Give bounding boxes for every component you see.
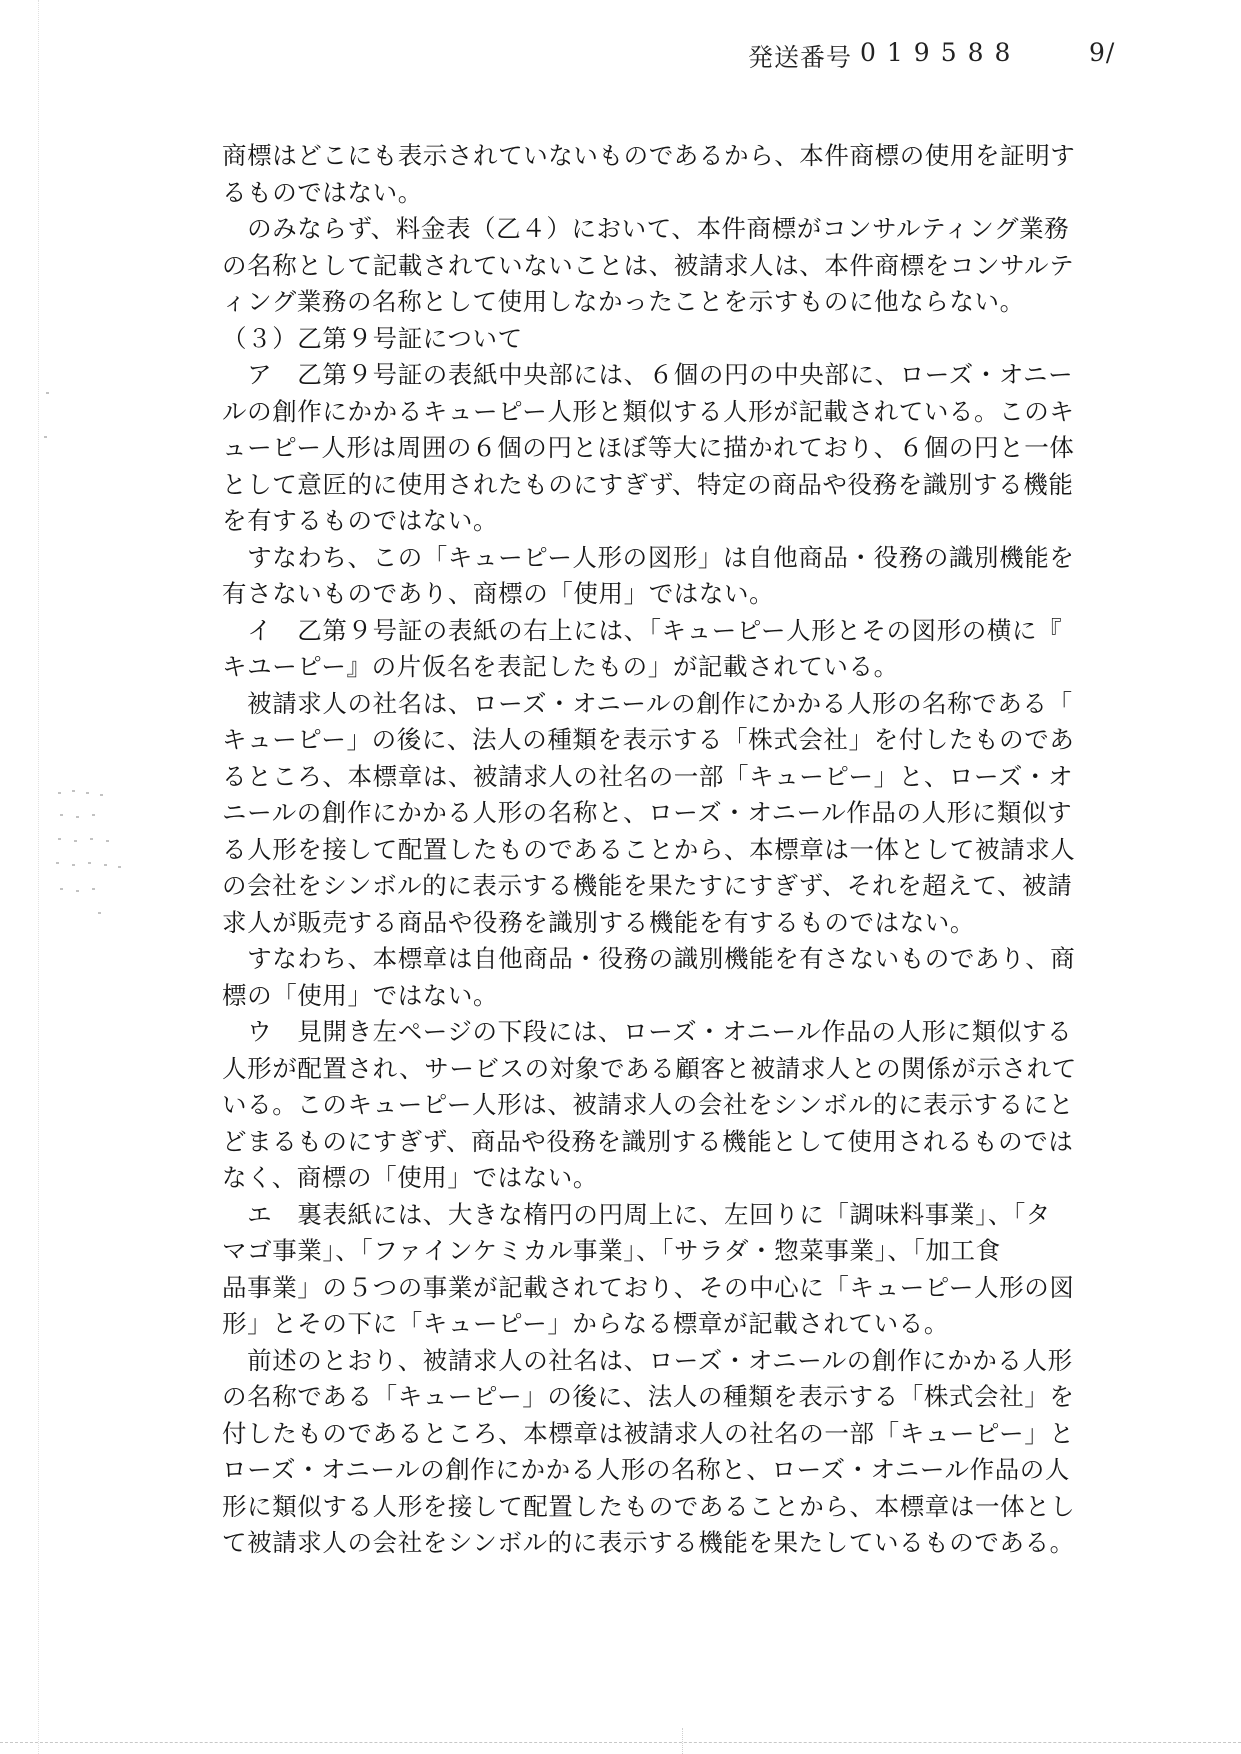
text-line: ィング業務の名称として使用しなかったことを示すものに他ならない。 [222, 287, 1025, 316]
text-line: 形」とその下に「キューピー」からなる標章が記載されている。 [222, 1309, 949, 1338]
text-line: ニールの創作にかかる人形の名称と、ローズ・オニール作品の人形に類似す [222, 798, 1073, 827]
text-line: キユーピー』の片仮名を表記したもの」が記載されている。 [222, 652, 899, 681]
text-line: ア 乙第９号証の表紙中央部には、６個の円の中央部に、ローズ・オニー [222, 360, 1074, 389]
text-line: 形に類似する人形を接して配置したものであることから、本標章は一体とし [222, 1491, 1076, 1521]
text-line: て被請求人の会社をシンボル的に表示する機能を果たしているものである。 [222, 1528, 1075, 1557]
text-line: マゴ事業」、「ファインケミカル事業」、「サラダ・惣菜事業」、「加工食 [222, 1236, 1001, 1265]
text-line: るものではない。 [222, 177, 423, 207]
text-line: 商標はどこにも表示されていないものであるから、本件商標の使用を証明す [222, 141, 1076, 170]
text-line: るところ、本標章は、被請求人の社名の一部「キューピー」と、ローズ・オ [222, 761, 1074, 791]
text-line: 付したものであるところ、本標章は被請求人の社名の一部「キューピー」と [222, 1418, 1075, 1448]
text-line: を有するものではない。 [222, 506, 499, 535]
dispatch-number-label: 発送番号 [748, 43, 853, 72]
text-line: 人形が配置され、サービスの対象である顧客と被請求人との関係が示されて [222, 1053, 1077, 1083]
text-line: ルの創作にかかるキューピー人形と類似する人形が記載されている。このキ [222, 396, 1075, 426]
text-line: として意匠的に使用されたものにすぎず、特定の商品や役務を識別する機能 [222, 469, 1074, 499]
page-header [748, 38, 1168, 78]
text-line: 有さないものであり、商標の「使用」ではない。 [222, 579, 775, 608]
scan-center-tick [682, 1728, 684, 1754]
text-line: 品事業」の５つの事業が記載されており、その中心に「キューピー人形の図 [222, 1272, 1075, 1302]
text-line: る人形を接して配置したものであることから、本標章は一体として被請求人 [222, 834, 1076, 864]
text-line: ューピー人形は周囲の６個の円とほぼ等大に描かれており、６個の円と一体 [222, 433, 1075, 462]
text-line: すなわち、本標章は自他商品・役務の識別機能を有さないものであり、商 [222, 944, 1076, 973]
document-body [222, 138, 1082, 1562]
text-line: エ 裏表紙には、大きな楕円の円周上に、左回りに「調味料事業」、「タ [222, 1199, 1051, 1229]
text-line: キューピー」の後に、法人の種類を表示する「株式会社」を付したものであ [222, 725, 1075, 754]
scan-bottom-line [0, 1742, 1241, 1744]
text-line: すなわち、この「キューピー人形の図形」は自他商品・役務の識別機能を [222, 542, 1075, 572]
text-line: のみならず、料金表（乙４）において、本件商標がコンサルティング業務 [222, 214, 1070, 243]
text-line: の名称として記載されていないことは、被請求人は、本件商標をコンサルテ [222, 250, 1075, 280]
text-line: の名称である「キューピー」の後に、法人の種類を表示する「株式会社」を [222, 1382, 1075, 1411]
text-line: 標の「使用」ではない。 [222, 980, 499, 1010]
page-number: 9/ [1089, 38, 1116, 67]
dispatch-number: 019588 [860, 38, 1022, 67]
text-line: どまるものにすぎず、商品や役務を識別する機能として使用されるものでは [222, 1126, 1074, 1156]
text-line: ウ 見開き左ページの下段には、ローズ・オニール作品の人形に類似する [222, 1017, 1073, 1046]
scan-edge-line [38, 0, 40, 1754]
text-line: ローズ・オニールの創作にかかる人形の名称と、ローズ・オニール作品の人 [222, 1455, 1071, 1484]
section-heading: （３）乙第９号証について [222, 323, 523, 353]
text-line: イ 乙第９号証の表紙の右上には、「キューピー人形とその図形の横に『 [222, 615, 1063, 645]
text-line: なく、商標の「使用」ではない。 [222, 1163, 599, 1192]
text-line: 求人が販売する商品や役務を識別する機能を有するものではない。 [222, 907, 975, 937]
text-line: 被請求人の社名は、ローズ・オニールの創作にかかる人形の名称である「 [222, 688, 1073, 718]
text-line: いる。このキューピー人形は、被請求人の会社をシンボル的に表示するにと [222, 1090, 1074, 1119]
text-line: の会社をシンボル的に表示する機能を果たすにすぎず、それを超えて、被請 [222, 871, 1073, 900]
text-line: 前述のとおり、被請求人の社名は、ローズ・オニールの創作にかかる人形 [222, 1345, 1073, 1375]
